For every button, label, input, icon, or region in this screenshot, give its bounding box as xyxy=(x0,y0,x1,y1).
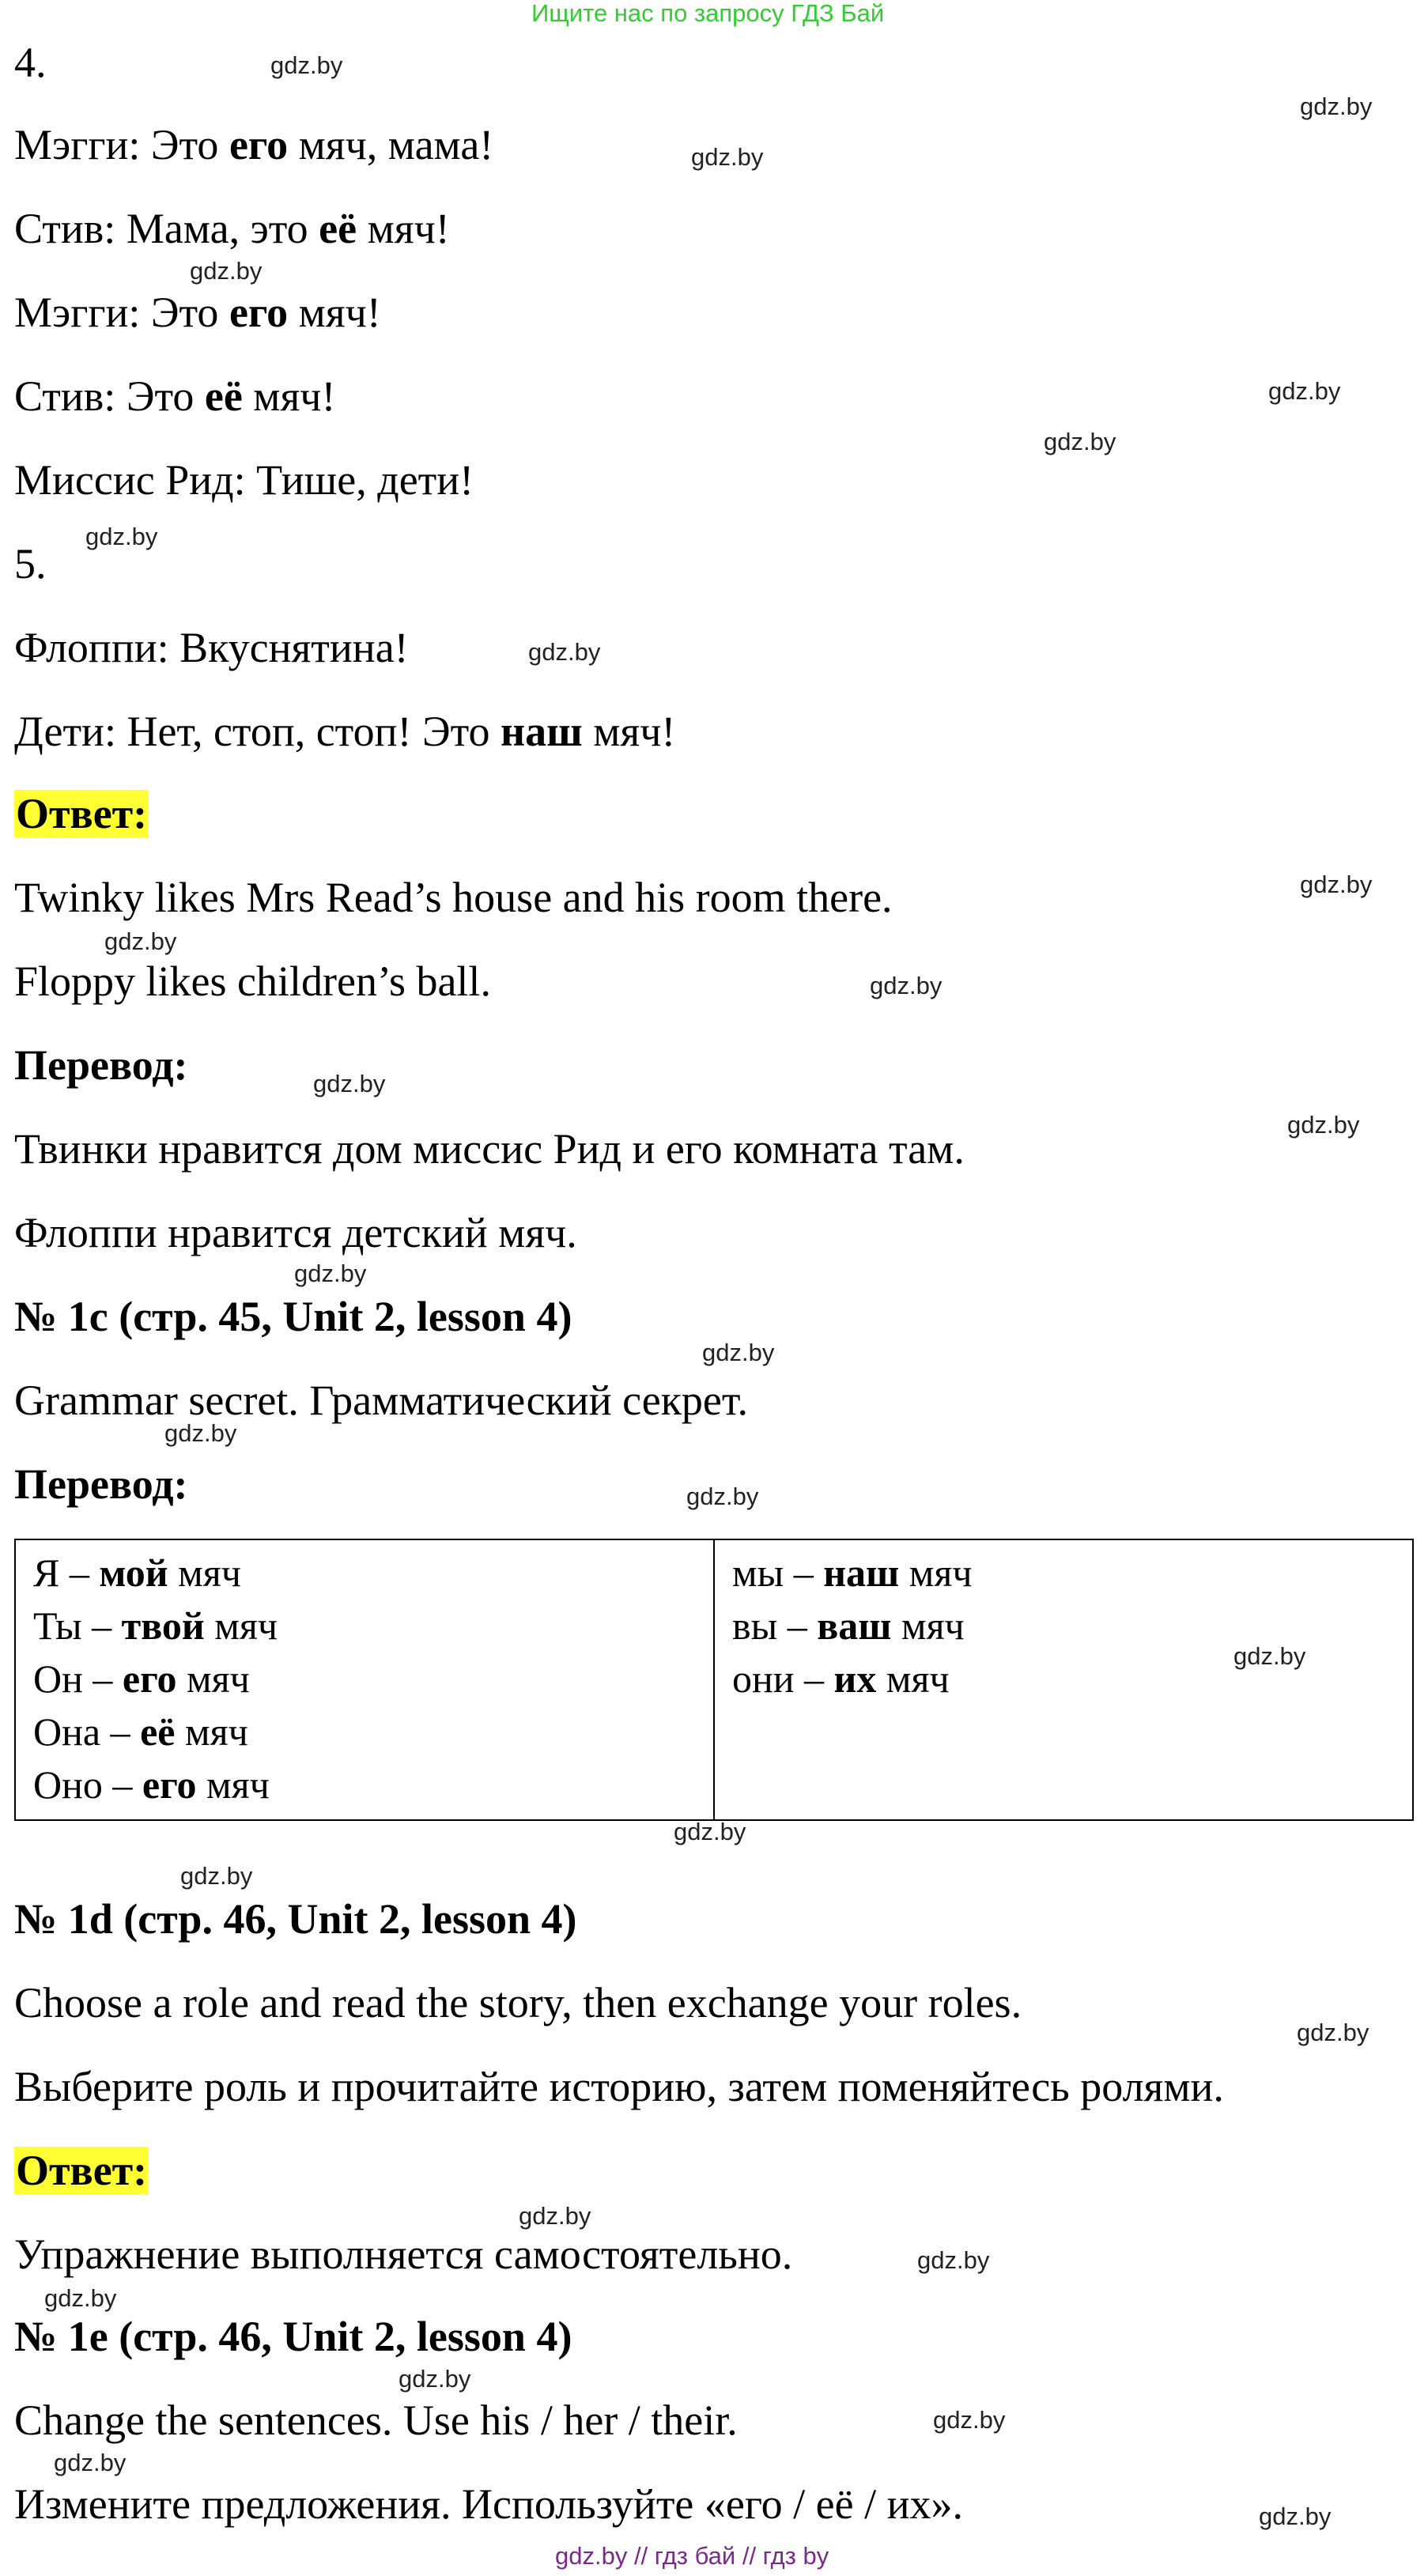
section5-line-2: Дети: Нет, стоп, стоп! Это наш мяч! xyxy=(14,708,676,755)
pronoun-table xyxy=(14,1539,1414,1821)
exercise-1c-title: № 1c (стр. 45, Unit 2, lesson 4) xyxy=(14,1293,572,1340)
watermark: gdz.by xyxy=(1233,1642,1306,1670)
bottom-site-note: gdz.by // гдз бай // гдз by xyxy=(555,2542,829,2570)
watermark: gdz.by xyxy=(1297,2019,1369,2046)
pronoun-row: мы – наш мяч xyxy=(732,1551,973,1595)
watermark: gdz.by xyxy=(674,1818,746,1845)
pronoun-row: они – их мяч xyxy=(732,1656,950,1701)
exercise-1c-task: Grammar secret. Грамматический секрет. xyxy=(14,1377,748,1424)
watermark: gdz.by xyxy=(44,2284,117,2312)
watermark: gdz.by xyxy=(691,143,764,171)
watermark: gdz.by xyxy=(702,1339,775,1366)
answer-line-1: Twinky likes Mrs Read’s house and his room there. xyxy=(14,874,893,921)
watermark: gdz.by xyxy=(313,1070,386,1097)
pronoun-column-plural xyxy=(714,1539,1413,1820)
exercise-1e-task-ru: Измените предложения. Используйте «его / её / их». xyxy=(14,2480,963,2528)
watermark: gdz.by xyxy=(180,1862,253,1890)
exercise-1d-task-ru: Выберите роль и прочитайте историю, затем поменяйтесь ролями. xyxy=(14,2063,1224,2110)
watermark: gdz.by xyxy=(1259,2502,1332,2530)
translation-label-1c: Перевод: xyxy=(14,1460,188,1508)
answer-label-1d: Ответ: xyxy=(16,2147,148,2194)
watermark: gdz.by xyxy=(933,2406,1006,2434)
section-number-5: 5. xyxy=(14,540,47,587)
exercise-1d-title: № 1d (стр. 46, Unit 2, lesson 4) xyxy=(14,1895,577,1943)
exercise-1d-answer: Упражнение выполняется самостоятельно. xyxy=(14,2230,793,2278)
pronoun-row: Он – его мяч xyxy=(33,1656,250,1701)
watermark: gdz.by xyxy=(164,1419,237,1447)
pronoun-row: Ты – твой мяч xyxy=(33,1603,278,1648)
watermark: gdz.by xyxy=(870,972,943,999)
watermark: gdz.by xyxy=(1044,428,1116,455)
section-number-4: 4. xyxy=(14,39,47,86)
dialogue-line-1: Мэгги: Это его мяч, мама! xyxy=(14,121,494,168)
pronoun-row: Она – её мяч xyxy=(33,1709,248,1754)
translation-line-2: Флоппи нравится детский мяч. xyxy=(14,1209,577,1256)
watermark: gdz.by xyxy=(190,257,263,285)
dialogue-line-4: Стив: Это её мяч! xyxy=(14,372,336,420)
watermark: gdz.by xyxy=(104,927,177,955)
dialogue-line-2: Стив: Мама, это её мяч! xyxy=(14,205,450,252)
watermark: gdz.by xyxy=(270,51,343,79)
pronoun-column-singular xyxy=(15,1539,714,1820)
watermark: gdz.by xyxy=(1300,871,1373,898)
watermark: gdz.by xyxy=(85,523,158,550)
watermark: gdz.by xyxy=(294,1260,367,1287)
dialogue-line-5: Миссис Рид: Тише, дети! xyxy=(14,456,474,504)
pronoun-row: вы – ваш мяч xyxy=(732,1603,965,1648)
pronoun-row: Я – мой мяч xyxy=(33,1551,241,1595)
translation-label: Перевод: xyxy=(14,1041,188,1089)
exercise-1e-task-en: Change the sentences. Use his / her / their. xyxy=(14,2397,738,2444)
translation-line-1: Твинки нравится дом миссис Рид и его комната там. xyxy=(14,1125,965,1173)
watermark: gdz.by xyxy=(519,2202,591,2230)
watermark: gdz.by xyxy=(686,1483,759,1510)
answer-line-2: Floppy likes children’s ball. xyxy=(14,958,491,1005)
answer-label: Ответ: xyxy=(16,790,148,837)
watermark: gdz.by xyxy=(528,638,601,666)
watermark: gdz.by xyxy=(1287,1111,1360,1139)
top-search-note: Ищите нас по запросу ГДЗ Бай xyxy=(531,0,885,27)
exercise-1e-title: № 1e (стр. 46, Unit 2, lesson 4) xyxy=(14,2313,572,2360)
watermark: gdz.by xyxy=(1300,93,1373,120)
watermark: gdz.by xyxy=(54,2449,127,2476)
pronoun-row: Оно – его мяч xyxy=(33,1762,270,1807)
watermark: gdz.by xyxy=(399,2365,471,2393)
section5-line-1: Флоппи: Вкуснятина! xyxy=(14,624,409,671)
watermark: gdz.by xyxy=(1268,377,1341,405)
watermark: gdz.by xyxy=(917,2246,990,2274)
dialogue-line-3: Мэгги: Это его мяч! xyxy=(14,289,381,336)
exercise-1d-task-en: Choose a role and read the story, then exchange your roles. xyxy=(14,1979,1022,2026)
